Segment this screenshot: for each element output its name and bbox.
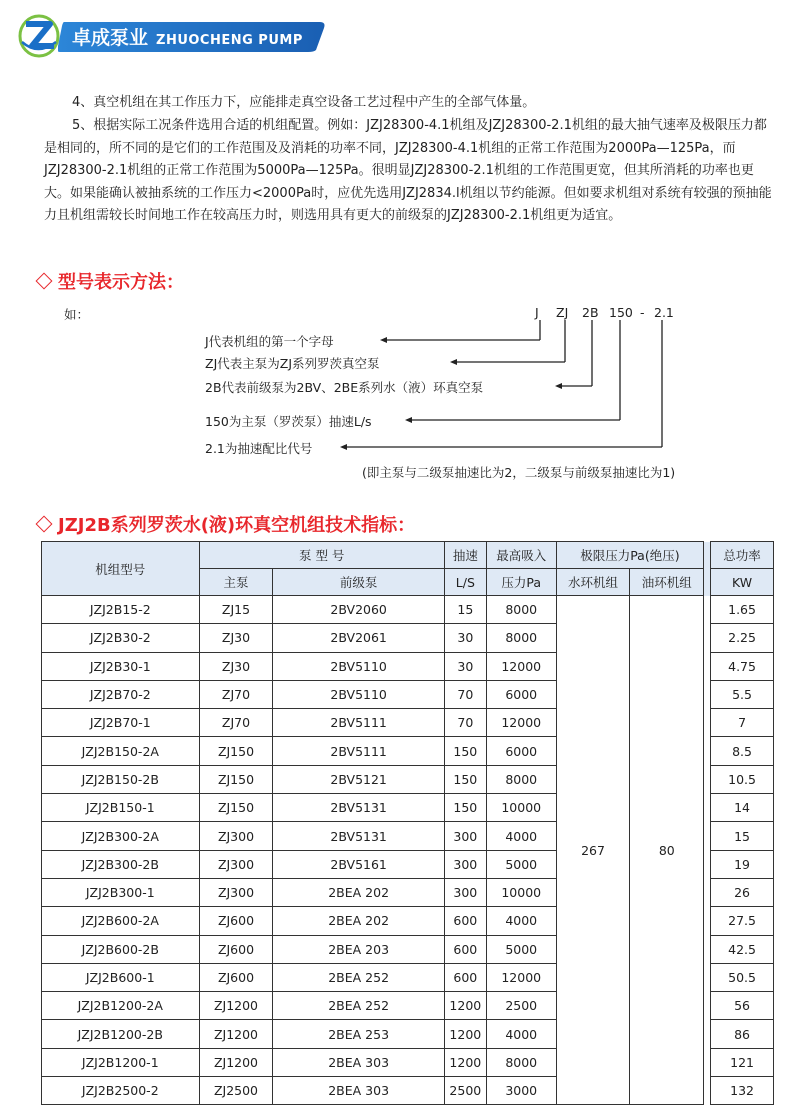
- cell-model: JZJ2B30-1: [42, 652, 200, 680]
- header-pump-model: 泵 型 号: [199, 542, 444, 569]
- cell-speed: 1200: [444, 992, 486, 1020]
- cell-model: JZJ2B300-2A: [42, 822, 200, 850]
- cell-speed: 30: [444, 652, 486, 680]
- cell-main-pump: ZJ300: [199, 878, 273, 906]
- table-row: [42, 596, 774, 624]
- cell-fore-pump: 2BV5131: [273, 794, 444, 822]
- explanation-150: 150为主泵（罗茨泵）抽速L/s: [205, 414, 372, 429]
- cell-main-pump: ZJ600: [199, 935, 273, 963]
- code-part-ratio: 2.1: [654, 305, 674, 320]
- cell-max-inlet: 12000: [486, 652, 556, 680]
- cell-max-inlet: 6000: [486, 737, 556, 765]
- header-main-pump: 主泵: [199, 569, 273, 596]
- header-fore-pump: 前级泵: [273, 569, 444, 596]
- cell-fore-pump: 2BEA 303: [273, 1077, 444, 1105]
- cell-max-inlet: 6000: [486, 680, 556, 708]
- cell-fore-pump: 2BV5110: [273, 680, 444, 708]
- cell-speed: 600: [444, 907, 486, 935]
- cell-power: 50.5: [711, 963, 774, 991]
- code-part-dash: -: [640, 305, 645, 320]
- cell-model: JZJ2B1200-2B: [42, 1020, 200, 1048]
- cell-max-inlet: 10000: [486, 878, 556, 906]
- cell-main-pump: ZJ600: [199, 907, 273, 935]
- cell-power: 15: [711, 822, 774, 850]
- cell-model: JZJ2B600-1: [42, 963, 200, 991]
- explanation-j: J代表机组的第一个字母: [205, 334, 334, 349]
- cell-power: 26: [711, 878, 774, 906]
- cell-fore-pump: 2BV5161: [273, 850, 444, 878]
- explanation-zj: ZJ代表主泵为ZJ系列罗茨真空泵: [205, 356, 380, 371]
- cell-main-pump: ZJ70: [199, 680, 273, 708]
- cell-power: 86: [711, 1020, 774, 1048]
- cell-fore-pump: 2BEA 252: [273, 963, 444, 991]
- cell-main-pump: ZJ300: [199, 850, 273, 878]
- cell-speed: 70: [444, 709, 486, 737]
- cell-power: 5.5: [711, 680, 774, 708]
- cell-main-pump: ZJ2500: [199, 1077, 273, 1105]
- brand-name-cn: 卓成泵业: [72, 27, 149, 49]
- cell-max-inlet: 12000: [486, 963, 556, 991]
- cell-model: JZJ2B1200-2A: [42, 992, 200, 1020]
- cell-speed: 600: [444, 963, 486, 991]
- cell-speed: 15: [444, 596, 486, 624]
- cell-power: 1.65: [711, 596, 774, 624]
- cell-speed: 150: [444, 737, 486, 765]
- cell-main-pump: ZJ70: [199, 709, 273, 737]
- section-title-model-text: 型号表示方法：: [58, 272, 184, 293]
- cell-fore-pump: 2BEA 202: [273, 907, 444, 935]
- zhuocheng-logo-icon: [18, 12, 60, 58]
- cell-main-pump: ZJ30: [199, 652, 273, 680]
- cell-speed: 150: [444, 794, 486, 822]
- cell-ultimate-water: 267: [556, 596, 630, 1105]
- section-title-specs-text: JZJ2B系列罗茨水(液)环真空机组技术指标：: [58, 515, 416, 536]
- cell-speed: 1200: [444, 1020, 486, 1048]
- cell-main-pump: ZJ1200: [199, 1020, 273, 1048]
- cell-max-inlet: 8000: [486, 1048, 556, 1076]
- paragraph-5: 5、根据实际工况条件选用合适的机组配置。例如：JZJ28300-4.1机组及JZJ28300-2.1机组的最大抽气速率及极限压力都是相同的，所不同的是它们的工作范围及及消耗的功率不同，JZJ28300-4.1机组的正常工作范围为2000Pa—125Pa，而JZJ28300-2.1机组的正常工作范围为5000Pa—125Pa。很明显JZJ28300-2.1机组的工作范围更宽，但其所消耗的功率也更大。如果能确认被抽系统的工作压力<2000Pa时，应优先选用JZJ2834.l机组以节约能源。但如要求机组对系统有较强的预抽能力且机组需较长时间地工作在较高压力时，则选用具有更大的前级泵的JZJ28300-2.1机组更为适宜。: [44, 118, 772, 223]
- cell-fore-pump: 2BV2060: [273, 596, 444, 624]
- cell-fore-pump: 2BEA 253: [273, 1020, 444, 1048]
- cell-power: 56: [711, 992, 774, 1020]
- cell-model: JZJ2B1200-1: [42, 1048, 200, 1076]
- cell-model: JZJ2B15-2: [42, 596, 200, 624]
- cell-speed: 600: [444, 935, 486, 963]
- cell-speed: 300: [444, 822, 486, 850]
- cell-fore-pump: 2BEA 303: [273, 1048, 444, 1076]
- header-speed-unit: L/S: [444, 569, 486, 596]
- page-header: [0, 0, 800, 78]
- explanation-ratio: 2.1为抽速配比代号: [205, 441, 313, 456]
- section-title-specs: [38, 511, 415, 537]
- cell-main-pump: ZJ150: [199, 794, 273, 822]
- cell-max-inlet: 5000: [486, 935, 556, 963]
- cell-fore-pump: 2BEA 203: [273, 935, 444, 963]
- cell-fore-pump: 2BV5110: [273, 652, 444, 680]
- ratio-note: (即主泵与二级泵抽速比为2，二级泵与前级泵抽速比为1): [362, 465, 676, 480]
- header-oil-ring: 油环机组: [630, 569, 704, 596]
- header-water-ring: 水环机组: [556, 569, 630, 596]
- cell-max-inlet: 4000: [486, 822, 556, 850]
- cell-max-inlet: 5000: [486, 850, 556, 878]
- cell-model: JZJ2B150-1: [42, 794, 200, 822]
- cell-fore-pump: 2BEA 202: [273, 878, 444, 906]
- cell-max-inlet: 8000: [486, 765, 556, 793]
- cell-power: 14: [711, 794, 774, 822]
- model-code-diagram: [0, 300, 800, 500]
- cell-max-inlet: 4000: [486, 907, 556, 935]
- cell-power: 132: [711, 1077, 774, 1105]
- cell-main-pump: ZJ300: [199, 822, 273, 850]
- cell-speed: 2500: [444, 1077, 486, 1105]
- spec-table-body: [42, 596, 774, 1105]
- cell-main-pump: ZJ1200: [199, 992, 273, 1020]
- cell-max-inlet: 8000: [486, 596, 556, 624]
- header-speed: 抽速: [444, 542, 486, 569]
- cell-main-pump: ZJ15: [199, 596, 273, 624]
- cell-max-inlet: 4000: [486, 1020, 556, 1048]
- code-part-150: 150: [609, 305, 633, 320]
- cell-ultimate-oil: 80: [630, 596, 704, 1105]
- cell-power: 121: [711, 1048, 774, 1076]
- cell-model: JZJ2B150-2A: [42, 737, 200, 765]
- cell-fore-pump: 2BV2061: [273, 624, 444, 652]
- code-part-2b: 2B: [582, 305, 599, 320]
- code-part-zj: ZJ: [556, 305, 569, 320]
- header-power-unit: KW: [711, 569, 774, 596]
- cell-power: 8.5: [711, 737, 774, 765]
- spec-table: [41, 541, 774, 1105]
- cell-fore-pump: 2BV5121: [273, 765, 444, 793]
- cell-main-pump: ZJ1200: [199, 1048, 273, 1076]
- cell-max-inlet: 3000: [486, 1077, 556, 1105]
- cell-speed: 300: [444, 850, 486, 878]
- explanation-2b: 2B代表前级泵为2BV、2BE系列水（液）环真空泵: [205, 380, 484, 395]
- cell-power: 19: [711, 850, 774, 878]
- paragraph-4: 4、真空机组在其工作压力下，应能排走真空设备工艺过程中产生的全部气体量。: [72, 95, 536, 110]
- header-model: 机组型号: [42, 542, 200, 596]
- header-max-inlet: 最高吸入: [486, 542, 556, 569]
- cell-max-inlet: 8000: [486, 624, 556, 652]
- cell-max-inlet: 10000: [486, 794, 556, 822]
- header-max-inlet-unit: 压力Pa: [486, 569, 556, 596]
- brand-name: [72, 24, 303, 52]
- cell-main-pump: ZJ150: [199, 737, 273, 765]
- cell-power: 7: [711, 709, 774, 737]
- cell-main-pump: ZJ30: [199, 624, 273, 652]
- column-gap: [704, 542, 711, 596]
- cell-model: JZJ2B600-2A: [42, 907, 200, 935]
- cell-speed: 150: [444, 765, 486, 793]
- cell-power: 27.5: [711, 907, 774, 935]
- cell-power: 42.5: [711, 935, 774, 963]
- brand-name-en: ZHUOCHENG PUMP: [156, 33, 303, 48]
- cell-model: JZJ2B2500-2: [42, 1077, 200, 1105]
- header-power: 总功率: [711, 542, 774, 569]
- cell-model: JZJ2B70-2: [42, 680, 200, 708]
- cell-main-pump: ZJ150: [199, 765, 273, 793]
- cell-speed: 300: [444, 878, 486, 906]
- cell-speed: 70: [444, 680, 486, 708]
- diamond-icon: [36, 516, 53, 533]
- cell-fore-pump: 2BEA 252: [273, 992, 444, 1020]
- cell-main-pump: ZJ600: [199, 963, 273, 991]
- cell-model: JZJ2B300-2B: [42, 850, 200, 878]
- cell-model: JZJ2B300-1: [42, 878, 200, 906]
- example-prefix: 如：: [64, 307, 90, 322]
- code-part-j: J: [535, 305, 539, 320]
- cell-model: JZJ2B600-2B: [42, 935, 200, 963]
- cell-model: JZJ2B30-2: [42, 624, 200, 652]
- cell-model: JZJ2B70-1: [42, 709, 200, 737]
- diamond-icon: [36, 273, 53, 290]
- cell-fore-pump: 2BV5111: [273, 709, 444, 737]
- header-ultimate: 极限压力Pa(绝压): [556, 542, 703, 569]
- cell-power: 4.75: [711, 652, 774, 680]
- cell-speed: 30: [444, 624, 486, 652]
- cell-fore-pump: 2BV5131: [273, 822, 444, 850]
- cell-max-inlet: 12000: [486, 709, 556, 737]
- cell-max-inlet: 2500: [486, 992, 556, 1020]
- column-gap: [704, 596, 711, 1105]
- cell-power: 10.5: [711, 765, 774, 793]
- cell-power: 2.25: [711, 624, 774, 652]
- cell-model: JZJ2B150-2B: [42, 765, 200, 793]
- cell-speed: 1200: [444, 1048, 486, 1076]
- section-title-model: [38, 268, 184, 294]
- cell-fore-pump: 2BV5111: [273, 737, 444, 765]
